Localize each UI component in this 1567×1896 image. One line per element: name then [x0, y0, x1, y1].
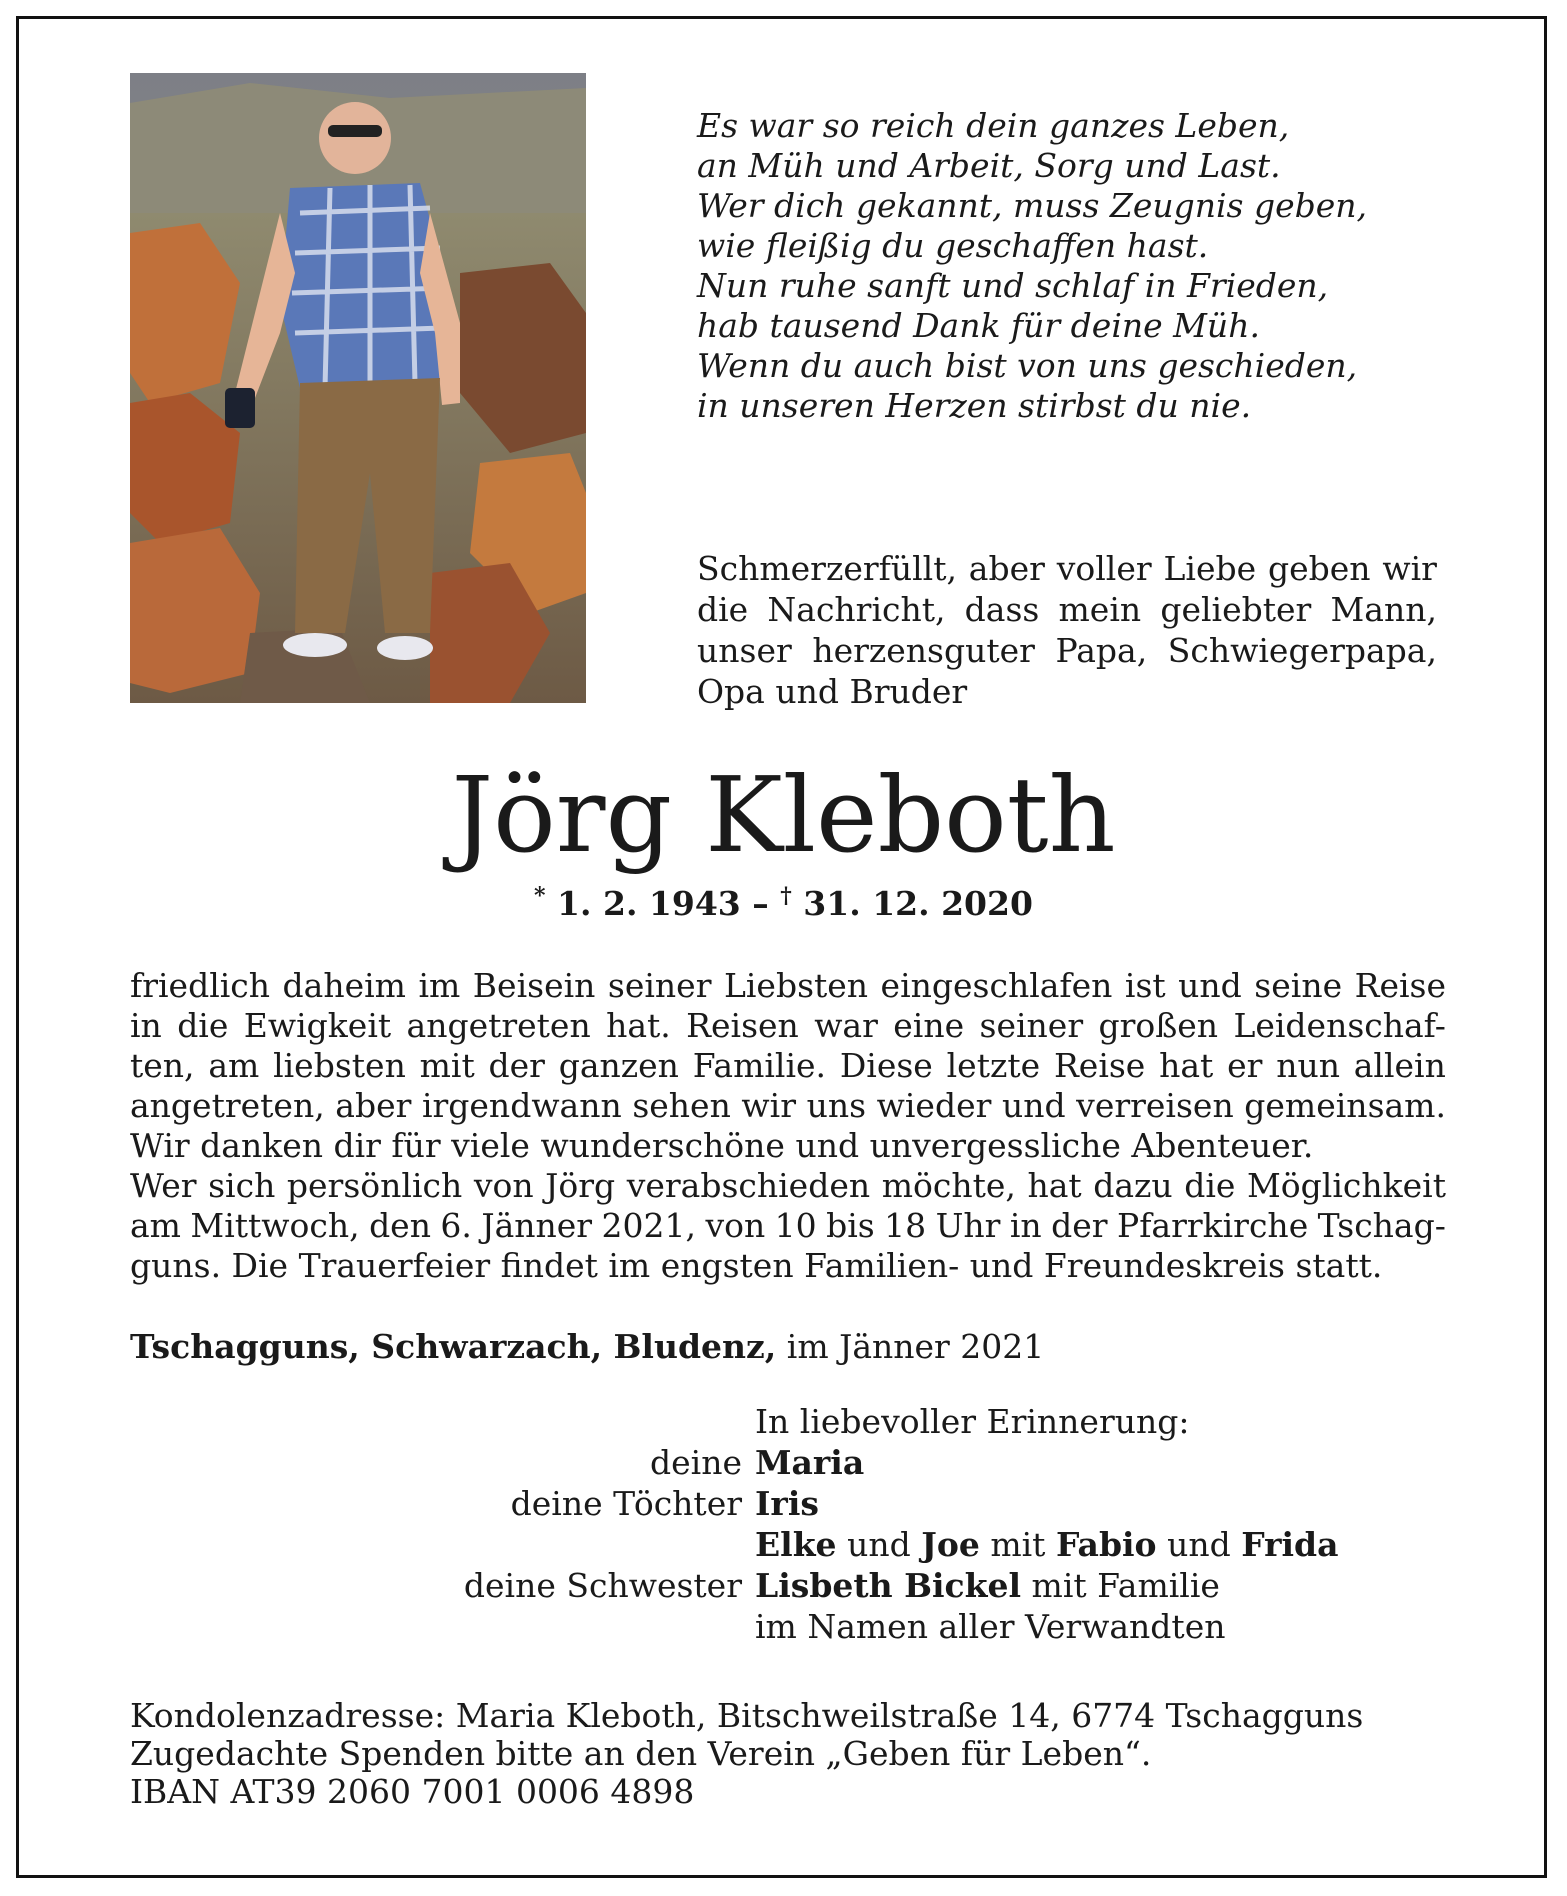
body-line	[130, 966, 1446, 1006]
intro-word: dass	[964, 590, 1040, 629]
mourner-name: Lisbeth Bickel	[755, 1566, 1022, 1605]
body-word: 6.	[440, 1206, 472, 1245]
body-word: Liebsten	[723, 966, 869, 1005]
date-separator: –	[752, 884, 769, 923]
signature-row-wife	[0, 1443, 1567, 1484]
place-and-date	[130, 1327, 1044, 1366]
portrait-photo	[130, 73, 586, 703]
announcement-intro	[697, 548, 1437, 712]
life-dates	[0, 883, 1567, 923]
body-word: eine	[893, 1006, 965, 1045]
memorial-poem	[697, 106, 1457, 426]
body-word: ganzen	[558, 1046, 679, 1085]
mourner-names	[755, 1525, 1338, 1564]
announcement-date: im Jänner 2021	[786, 1327, 1045, 1366]
body-word: Diese	[839, 1046, 933, 1085]
body-word: Wer	[130, 1166, 197, 1205]
body-word: mit	[419, 1046, 475, 1085]
contact-info	[130, 1697, 1363, 1811]
body-word: Beisein	[472, 966, 596, 1005]
body-word: hat.	[606, 1006, 671, 1045]
body-word: war	[814, 1006, 878, 1045]
relation-label: deine	[650, 1443, 742, 1482]
mourner-name: Elke	[755, 1525, 837, 1564]
body-word: Ewigkeit	[243, 1006, 392, 1045]
body-word: verabschieden	[626, 1166, 871, 1205]
body-word: daheim	[282, 966, 406, 1005]
intro-word: Mann,	[1330, 590, 1437, 629]
body-word: der	[1051, 1206, 1108, 1245]
intro-word: geben	[1267, 549, 1371, 588]
body-word: letzte	[946, 1046, 1041, 1085]
body-word: von	[473, 1166, 534, 1205]
intro-word: Papa,	[1055, 631, 1148, 670]
body-word: von	[705, 1206, 766, 1245]
poem-line: Wenn du auch bist von uns geschieden,	[697, 346, 1358, 385]
body-word: der	[488, 1046, 545, 1085]
intro-word: Liebe	[1163, 549, 1257, 588]
body-word: irgendwann	[421, 1086, 622, 1125]
body-word: ten,	[130, 1046, 195, 1085]
body-word: in	[130, 1006, 162, 1045]
body-word: 2021,	[601, 1206, 696, 1245]
body-word: Tschag-	[1317, 1206, 1446, 1245]
signatures	[0, 1402, 1567, 1648]
body-word: uns	[806, 1086, 867, 1125]
body-word: dazu	[1093, 1166, 1173, 1205]
body-word: gemeinsam.	[1244, 1086, 1446, 1125]
body-word: hat	[1027, 1166, 1082, 1205]
intro-word: unser	[697, 631, 792, 670]
intro-word: geliebter	[1160, 590, 1312, 629]
intro-word: Schmerzerfüllt,	[697, 549, 957, 588]
body-line	[130, 1206, 1446, 1246]
body-word: in	[1009, 1206, 1042, 1245]
body-line: Wir danken dir für viele wunderschöne und unvergessliche Abenteuer.	[130, 1126, 1314, 1165]
mourner-name: Maria	[755, 1443, 865, 1482]
body-word: aber	[335, 1086, 412, 1125]
body-word: seiner	[607, 966, 712, 1005]
obituary-body	[130, 966, 1446, 1286]
death-date: 31. 12. 2020	[803, 884, 1033, 923]
body-word: 18	[884, 1206, 927, 1245]
body-word: Leidenschaf-	[1233, 1006, 1446, 1045]
poem-line: in unseren Herzen stirbst du nie.	[697, 386, 1252, 425]
signature-row-sister	[0, 1566, 1567, 1607]
connector: mit Familie	[1031, 1566, 1220, 1605]
body-word: angetreten	[406, 1006, 591, 1045]
body-word: liebsten	[273, 1046, 406, 1085]
intro-word: mein	[1058, 590, 1142, 629]
intro-line	[697, 630, 1437, 671]
relatives-line: im Namen aller Verwandten	[755, 1607, 1226, 1646]
towns: Tschagguns, Schwarzach, Bludenz,	[130, 1327, 777, 1366]
donation-note: Zugedachte Spenden bitte an den Verein „Geben für Leben“.	[130, 1734, 1152, 1773]
body-word: eingeschlafen	[880, 966, 1113, 1005]
body-word: 10	[774, 1206, 817, 1245]
poem-line: an Müh und Arbeit, Sorg und Last.	[697, 146, 1281, 185]
connector: und	[1167, 1525, 1231, 1564]
body-word: Familie.	[692, 1046, 827, 1085]
signature-row-daughter-family	[0, 1525, 1567, 1566]
relation-label: deine Töchter	[510, 1484, 742, 1523]
body-word: großen	[1098, 1006, 1219, 1045]
intro-line: Opa und Bruder	[697, 672, 968, 711]
body-word: sehen	[632, 1086, 731, 1125]
body-word: wieder	[876, 1086, 992, 1125]
intro-word: herzensguter	[812, 631, 1035, 670]
signature-row-daughters	[0, 1484, 1567, 1525]
body-word: und	[1001, 1086, 1066, 1125]
body-word: seiner	[979, 1006, 1084, 1045]
intro-word: aber	[968, 549, 1045, 588]
body-word: sich	[208, 1166, 276, 1205]
poem-line: hab tausend Dank für deine Müh.	[697, 306, 1260, 345]
body-word: Reise	[1354, 966, 1446, 1005]
body-word: seine	[1254, 966, 1343, 1005]
death-symbol: †	[780, 883, 792, 909]
body-word: allein	[1353, 1046, 1446, 1085]
body-word: die	[177, 1006, 229, 1045]
body-line	[130, 1046, 1446, 1086]
intro-word: Nachricht,	[767, 590, 946, 629]
body-word: und	[1178, 966, 1242, 1005]
body-word: möchte,	[881, 1166, 1016, 1205]
body-word: persönlich	[286, 1166, 463, 1205]
body-word: Jörg	[545, 1166, 616, 1205]
body-line	[130, 1006, 1446, 1046]
body-line	[130, 1166, 1446, 1206]
mourner-name: Joe	[921, 1525, 980, 1564]
signature-heading: In liebevoller Erinnerung:	[755, 1402, 1190, 1441]
birth-symbol: *	[534, 883, 546, 909]
mourner-name: Frida	[1241, 1525, 1339, 1564]
poem-line: Wer dich gekannt, muss Zeugnis geben,	[697, 186, 1368, 225]
body-word: friedlich	[130, 966, 271, 1005]
body-word: Möglichkeit	[1247, 1166, 1446, 1205]
body-word: Uhr	[935, 1206, 1001, 1245]
mourner-names	[755, 1484, 819, 1523]
body-word: angetreten,	[130, 1086, 325, 1125]
intro-word: wir	[1382, 549, 1437, 588]
deceased-name: Jörg Kleboth	[451, 754, 1116, 876]
body-word: am	[208, 1046, 260, 1085]
body-word: Mittwoch,	[190, 1206, 360, 1245]
intro-word: voller	[1056, 549, 1152, 588]
body-word: den	[369, 1206, 431, 1245]
signature-heading-row	[0, 1402, 1567, 1443]
body-word: Reisen	[686, 1006, 799, 1045]
intro-word: Schwiegerpapa,	[1167, 631, 1437, 670]
birth-date: 1. 2. 1943	[557, 884, 741, 923]
body-word: bis	[826, 1206, 875, 1245]
body-word: nun	[1276, 1046, 1340, 1085]
poem-line: wie fleißig du geschaffen hast.	[697, 226, 1209, 265]
body-word: Jänner	[481, 1206, 593, 1245]
body-word: am	[130, 1206, 181, 1245]
body-word: Reise	[1053, 1046, 1146, 1085]
poem-line: Es war so reich dein ganzes Leben,	[697, 106, 1290, 145]
body-word: ist	[1124, 966, 1166, 1005]
mourner-names	[755, 1443, 864, 1482]
body-line	[130, 1086, 1446, 1126]
body-word: verreisen	[1076, 1086, 1234, 1125]
mourner-name: Iris	[755, 1484, 819, 1523]
intro-line	[697, 548, 1437, 589]
connector: mit	[990, 1525, 1046, 1564]
signature-row-relatives	[0, 1607, 1567, 1648]
intro-word: die	[697, 590, 749, 629]
connector: und	[847, 1525, 911, 1564]
body-word: wir	[741, 1086, 796, 1125]
body-word: hat	[1159, 1046, 1214, 1085]
iban: IBAN AT39 2060 7001 0006 4898	[130, 1772, 695, 1811]
body-line: guns. Die Trauerfeier findet im engsten Familien- und Freundeskreis statt.	[130, 1246, 1383, 1285]
relation-label: deine Schwester	[463, 1566, 742, 1605]
mourner-name: Fabio	[1055, 1525, 1157, 1564]
poem-line: Nun ruhe sanft und schlaf in Frieden,	[697, 266, 1329, 305]
mourner-names	[755, 1566, 1220, 1605]
body-word: er	[1227, 1046, 1263, 1085]
body-word: Pfarrkirche	[1116, 1206, 1309, 1245]
condolence-address: Kondolenzadresse: Maria Kleboth, Bitschweilstraße 14, 6774 Tschagguns	[130, 1696, 1364, 1735]
body-word: im	[418, 966, 461, 1005]
intro-line	[697, 589, 1437, 630]
body-word: die	[1184, 1166, 1236, 1205]
